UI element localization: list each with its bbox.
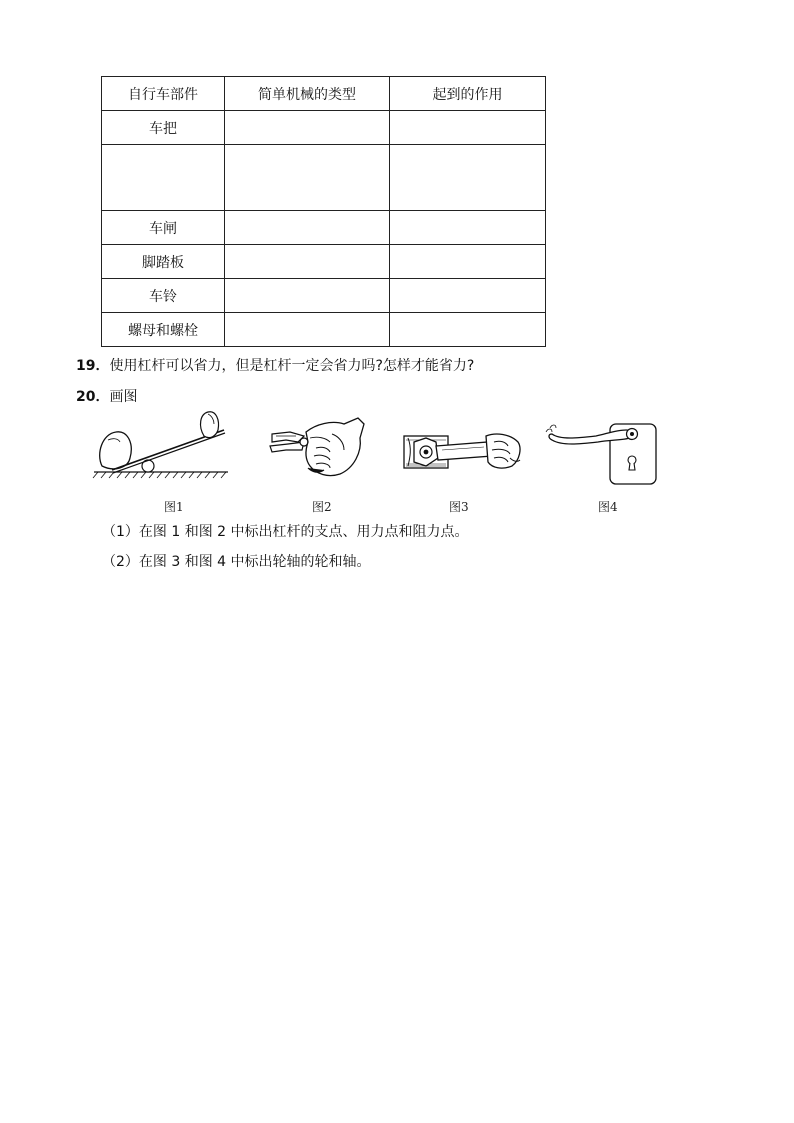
subquestion-2: （2）在图 3 和图 4 中标出轮轴的轮和轴。 (102, 554, 371, 570)
table-row (102, 111, 546, 145)
cell-machine-type (225, 279, 390, 313)
pliers-hand-icon (268, 412, 368, 478)
question-text: 使用杠杆可以省力，但是杠杆一定会省力吗?怎样才能省力? (109, 358, 475, 374)
question-19 (76, 357, 474, 375)
cell-machine-type (225, 145, 390, 211)
cell-part: 螺母和螺栓 (102, 313, 225, 347)
seesaw-lever-icon (92, 408, 232, 480)
cell-machine-type (225, 211, 390, 245)
door-handle-icon (544, 420, 660, 486)
figure-caption: 图2 (312, 500, 332, 514)
cell-part: 脚踏板 (102, 245, 225, 279)
question-number: 19． (76, 358, 110, 374)
table-header-row (102, 77, 546, 111)
cell-function (390, 111, 546, 145)
cell-function (390, 313, 546, 347)
cell-part: 车把 (102, 111, 225, 145)
cell-part (102, 145, 225, 211)
cell-machine-type (225, 245, 390, 279)
cell-function (390, 279, 546, 313)
table-row (102, 145, 546, 211)
table-row (102, 245, 546, 279)
table-row (102, 279, 546, 313)
cell-function (390, 211, 546, 245)
table-row (102, 211, 546, 245)
header-function: 起到的作用 (390, 77, 546, 111)
cell-machine-type (225, 111, 390, 145)
subquestion-1: （1）在图 1 和图 2 中标出杠杆的支点、用力点和阻力点。 (102, 524, 469, 540)
header-machine-type: 简单机械的类型 (225, 77, 390, 111)
header-part: 自行车部件 (102, 77, 225, 111)
figure-caption: 图1 (164, 500, 184, 514)
wrench-hand-icon (402, 428, 524, 474)
cell-function (390, 145, 546, 211)
cell-machine-type (225, 313, 390, 347)
question-number: 20． (76, 389, 110, 405)
bicycle-parts-table (101, 76, 546, 347)
question-20 (76, 388, 137, 406)
table-row (102, 313, 546, 347)
figure-caption: 图4 (598, 500, 618, 514)
cell-function (390, 245, 546, 279)
question-text: 画图 (109, 389, 138, 405)
cell-part: 车铃 (102, 279, 225, 313)
figure-caption: 图3 (449, 500, 469, 514)
cell-part: 车闸 (102, 211, 225, 245)
